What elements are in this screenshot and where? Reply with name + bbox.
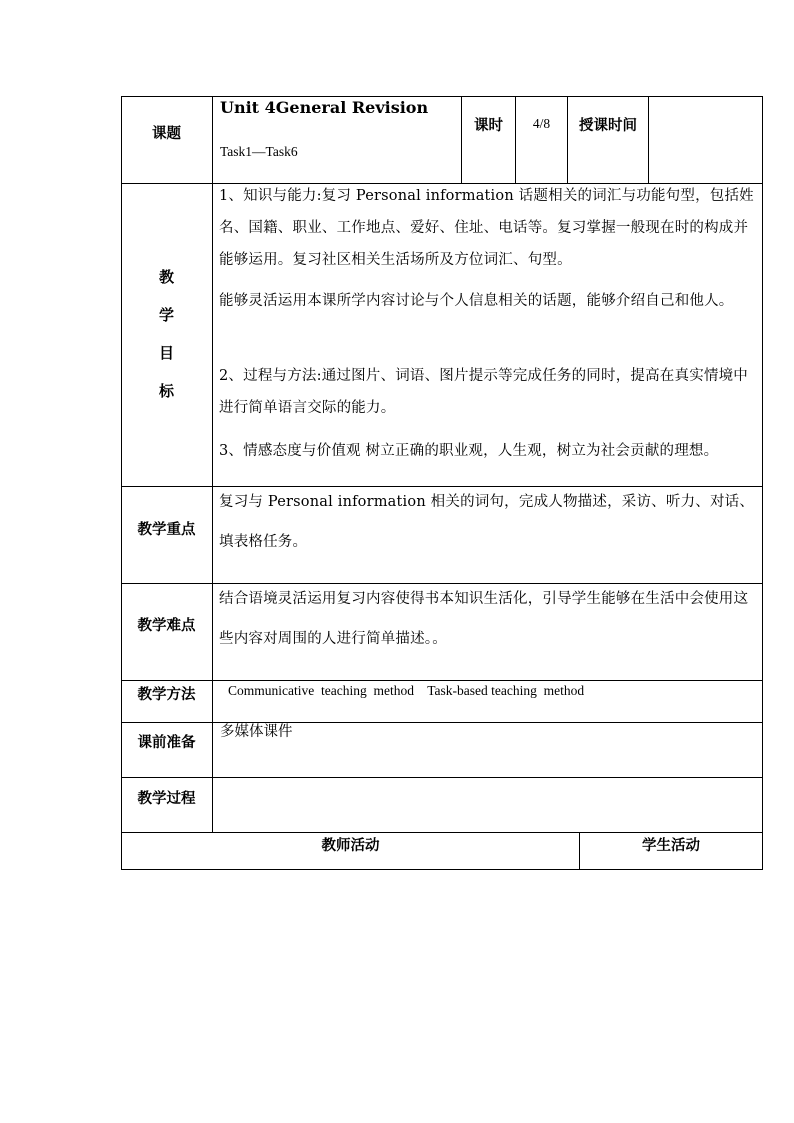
preparation-text: 多媒体课件 [220,724,293,740]
table-border-left [121,96,122,870]
period-value: 4/8 [532,116,551,131]
objective-application: 能够灵活运用本课所学内容讨论与个人信息相关的话题，能够介绍自己和他人。 [219,293,734,309]
row-divider-process [121,832,763,833]
table-border-bottom [121,869,763,870]
objectives-label-char: 标 [158,382,174,400]
row-divider-methods [121,722,763,723]
methods-label: 教学方法 [137,686,196,703]
student-activities-header: 学生活动 [642,837,700,854]
teaching-time-label: 授课时间 [579,117,637,134]
row-divider-preparation [121,777,763,778]
difficulties-label: 教学难点 [137,617,196,634]
methods-text: Communicative teaching method Task-based teaching method [228,683,585,698]
header-divider-1 [461,96,462,183]
key-points-text: 复习与 Personal information 相关的词句，完成人物描述，采访、听力、对话、填表格任务。 [219,494,755,550]
objectives-label [121,258,212,410]
objective-knowledge: 1、知识与能力:复习 Personal information 话题相关的词汇与功能句型，包括姓名、国籍、职业、工作地点、爱好、住址、电话等。复习掌握一般现在时的构成并能够运用。复习社区相关生活场所及方位词汇、句型。 [219,188,754,268]
process-label: 教学过程 [137,790,196,807]
lesson-subtitle: Task1—Task6 [220,144,298,159]
objective-attitude: 3、情感态度与价值观 树立正确的职业观，人生观，树立为社会贡献的理想。 [219,443,719,459]
lesson-title: Unit 4General Revision [220,98,429,117]
objective-process: 2、过程与方法:通过图片、词语、图片提示等完成任务的同时，提高在真实情境中进行简单语言交际的能力。 [219,368,749,416]
header-divider-2 [515,96,516,183]
label-column-divider [212,96,213,833]
objectives-label-char: 目 [158,344,174,362]
teacher-activities-header: 教师活动 [321,837,380,854]
period-label: 课时 [474,117,503,134]
topic-label: 课题 [152,125,181,142]
key-points-label: 教学重点 [137,521,196,538]
table-border-top [121,96,763,97]
difficulties-text: 结合语境灵活运用复习内容使得书本知识生活化，引导学生能够在生活中会使用这些内容对周围的人进行简单描述。。 [219,591,749,647]
objectives-label-char: 教 [158,268,174,286]
table-border-right [762,96,763,870]
header-divider-4 [648,96,649,183]
objectives-label-char: 学 [158,306,174,324]
header-divider-3 [567,96,568,183]
preparation-label: 课前准备 [137,734,196,751]
